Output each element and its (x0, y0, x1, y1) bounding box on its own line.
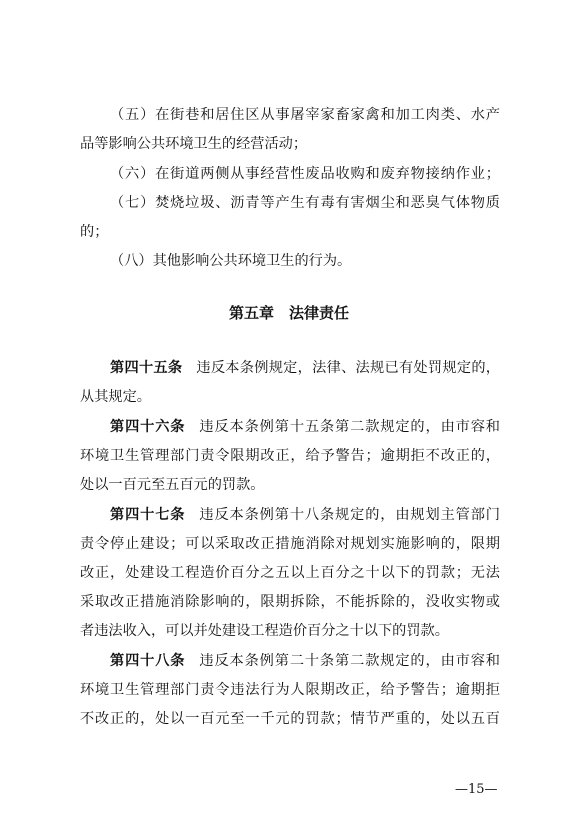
article-47-line-2: 责令停止建设；可以采取改正措施消除对规划实施影响的，限期 (80, 536, 500, 552)
page-number: —15— (455, 782, 498, 797)
article-46-line-3: 处以一百元至五百元的罚款。 (80, 477, 265, 493)
article-47-title: 第四十七条 (110, 507, 186, 523)
article-45-line-2: 从其规定。 (80, 389, 151, 405)
article-48-line-1 (110, 652, 500, 670)
article-45-title: 第四十五条 (110, 360, 183, 376)
article-45-line-1 (110, 359, 500, 377)
article-46-line-2: 环境卫生管理部门责令限期改正，给予警告；逾期拒不改正的， (80, 448, 500, 464)
article-46-text-1: 违反本条例第十五条第二款规定的，由市容和 (199, 419, 500, 435)
item-5-line-1: （五）在街巷和居住区从事屠宰家畜家禽和加工肉类、水产 (110, 107, 500, 123)
article-48-title: 第四十八条 (110, 653, 186, 669)
item-7-line-2: 的； (80, 224, 109, 240)
item-7-line-1: （七）焚烧垃圾、沥青等产生有毒有害烟尘和恶臭气体物质 (110, 195, 500, 211)
article-47-line-4: 采取改正措施消除影响的，限期拆除，不能拆除的，没收实物或 (80, 594, 500, 610)
article-46-title: 第四十六条 (110, 419, 186, 435)
article-47-line-3: 改正，处建设工程造价百分之五以上百分之十以下的罚款；无法 (80, 565, 500, 581)
item-6: （六）在街道两侧从事经营性废品收购和废弃物接纳作业； (110, 166, 500, 182)
article-47-line-1 (110, 506, 500, 524)
article-46-line-1 (110, 418, 500, 436)
chapter-heading: 第五章 法律责任 (228, 304, 349, 322)
article-47-line-5: 者违法收入，可以并处建设工程造价百分之十以下的罚款。 (80, 623, 449, 639)
article-45-text-1: 违反本条例规定，法律、法规已有处罚规定的， (196, 360, 500, 376)
article-48-line-3: 不改正的，处以一百元至一千元的罚款；情节严重的，处以五百 (80, 711, 500, 727)
article-48-text-1: 违反本条例第二十条第二款规定的，由市容和 (199, 653, 500, 669)
article-48-line-2: 环境卫生管理部门责令违法行为人限期改正，给予警告；逾期拒 (80, 682, 500, 698)
item-8: （八）其他影响公共环境卫生的行为。 (110, 253, 352, 269)
article-47-text-1: 违反本条例第十八条规定的，由规划主管部门 (199, 507, 500, 523)
item-5-line-2: 品等影响公共环境卫生的经营活动； (80, 136, 308, 152)
